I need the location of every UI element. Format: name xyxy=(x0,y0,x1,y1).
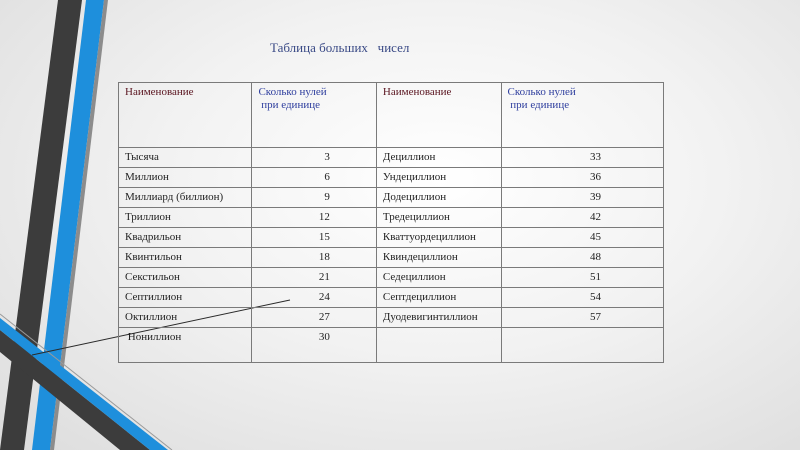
cell-name-2: Додециллион xyxy=(376,188,501,208)
cell-zeros-1: 27 xyxy=(252,308,376,328)
cell-name-1: Триллион xyxy=(119,208,252,228)
cell-zeros-2: 33 xyxy=(501,148,663,168)
cell-zeros-2: 45 xyxy=(501,228,663,248)
header-zeros-1 xyxy=(252,83,376,148)
cell-zeros-1: 9 xyxy=(252,188,376,208)
cell-name-1: Миллиард (биллион) xyxy=(119,188,252,208)
cell-zeros-2: 36 xyxy=(501,168,663,188)
table-row xyxy=(119,228,664,248)
big-numbers-table xyxy=(118,82,664,363)
header-zeros-1-line1: Сколько нулей xyxy=(258,86,327,98)
cell-zeros-1: 6 xyxy=(252,168,376,188)
cell-name-1: Миллион xyxy=(119,168,252,188)
cell-name-1: Октиллион xyxy=(119,308,252,328)
cell-zeros-1: 18 xyxy=(252,248,376,268)
table-row xyxy=(119,208,664,228)
cell-zeros-2: 51 xyxy=(501,268,663,288)
cell-zeros-1: 15 xyxy=(252,228,376,248)
table-row xyxy=(119,168,664,188)
cell-name-2 xyxy=(376,328,501,363)
cell-zeros-1: 21 xyxy=(252,268,376,288)
cell-zeros-2: 54 xyxy=(501,288,663,308)
cell-name-2: Тредециллион xyxy=(376,208,501,228)
header-name-2: Наименование xyxy=(376,83,501,148)
cell-zeros-1: 24 xyxy=(252,288,376,308)
header-name-1: Наименование xyxy=(119,83,252,148)
table-row xyxy=(119,148,664,168)
table-header-row xyxy=(119,83,664,148)
cell-name-2: Квиндециллион xyxy=(376,248,501,268)
cell-name-2: Дециллион xyxy=(376,148,501,168)
cell-zeros-2 xyxy=(501,328,663,363)
cell-zeros-1: 30 xyxy=(252,328,376,363)
cell-name-1: Секстильон xyxy=(119,268,252,288)
header-zeros-1-line2: при единице xyxy=(258,99,320,111)
cell-name-2: Ундециллион xyxy=(376,168,501,188)
cell-name-1: Квадрильон xyxy=(119,228,252,248)
table-row xyxy=(119,328,664,363)
cell-zeros-2: 57 xyxy=(501,308,663,328)
cell-name-1: Квинтильон xyxy=(119,248,252,268)
header-zeros-2 xyxy=(501,83,663,148)
cell-name-1: Септиллион xyxy=(119,288,252,308)
cell-zeros-2: 39 xyxy=(501,188,663,208)
cell-name-2: Дуодевигинтиллион xyxy=(376,308,501,328)
table-row xyxy=(119,188,664,208)
cell-name-2: Септдециллион xyxy=(376,288,501,308)
cell-name-1: Тысяча xyxy=(119,148,252,168)
cell-name-2: Кваттуордециллион xyxy=(376,228,501,248)
slide-title: Таблица больших чисел xyxy=(270,40,410,55)
cell-name-1: Нониллион xyxy=(119,328,252,363)
cell-name-2: Седециллион xyxy=(376,268,501,288)
cell-zeros-1: 12 xyxy=(252,208,376,228)
table-row xyxy=(119,268,664,288)
table-row xyxy=(119,288,664,308)
header-zeros-2-line1: Сколько нулей xyxy=(507,86,576,98)
header-zeros-2-line2: при единице xyxy=(507,99,570,111)
table-row xyxy=(119,248,664,268)
cell-zeros-2: 48 xyxy=(501,248,663,268)
table-row xyxy=(119,308,664,328)
cell-zeros-2: 42 xyxy=(501,208,663,228)
cell-zeros-1: 3 xyxy=(252,148,376,168)
